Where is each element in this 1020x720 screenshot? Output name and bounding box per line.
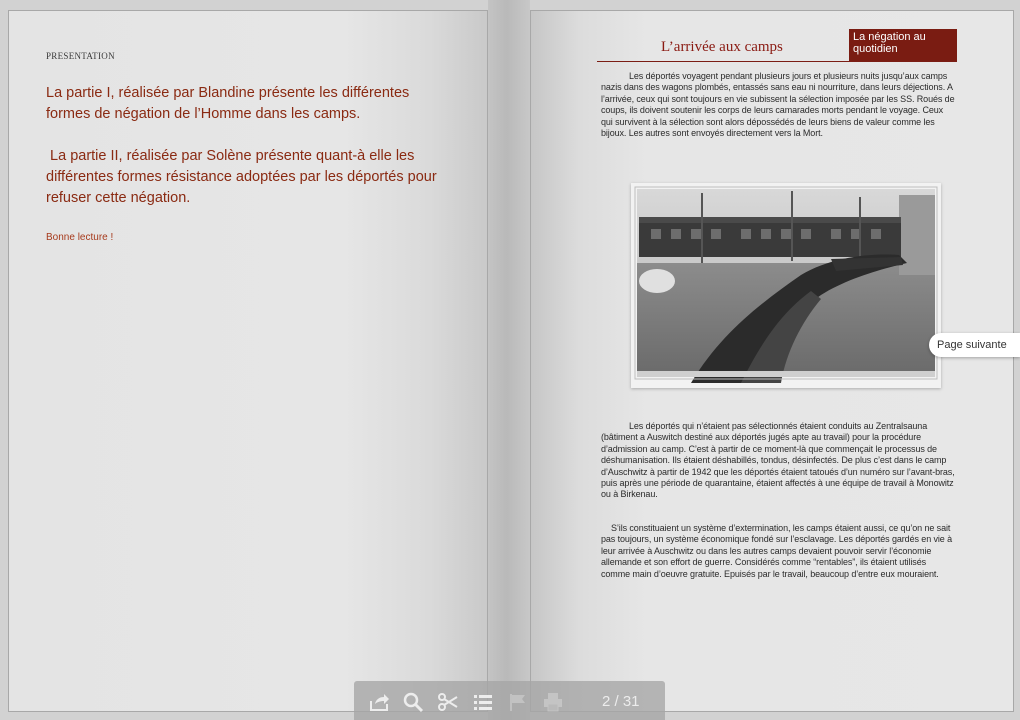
search-icon[interactable] — [402, 691, 424, 713]
next-page-button[interactable]: Page suivante — [929, 333, 1020, 357]
closing-text: Bonne lecture ! — [46, 232, 114, 243]
header-rule — [597, 61, 957, 62]
section-badge: La négation au quotidien — [849, 29, 957, 61]
paragraph-2: Les déportés qui n’étaient pas sélectionnés étaient conduits au Zentralsauna (bâtiment a Auswitch destiné aux déportés jugés apte au travail) pour la procédure d’admission au camp. C’est à partir de ce moment-là que commençait le processus de déshumanisation. Ils étaient déshabillés, tondus, désinfectés. De plus c’est dans le camp d’Auschwitz à partir de 1942 que les déportés étaient tatoués d’un numéro sur l’avant-bras, puis après une période de quarantaine, étaient affectés à une équipe de travail à Monowitz ou à Birkenau. — [601, 421, 955, 500]
reader-toolbar — [354, 681, 665, 720]
left-page — [8, 10, 488, 712]
intro-paragraph-2: La partie II, réalisée par Solène présente quant-à elle les différentes formes résistance adoptées par les déportés pour refuser cette négation. — [46, 148, 441, 206]
cut-icon[interactable] — [437, 691, 459, 713]
chapter-title: L’arrivée aux camps — [661, 39, 783, 55]
deportees-arrival-photo — [631, 183, 941, 388]
flag-icon — [507, 691, 529, 713]
book-spine — [488, 0, 530, 720]
right-page — [530, 10, 1014, 712]
list-icon[interactable] — [472, 691, 494, 713]
paragraph-1: Les déportés voyagent pendant plusieurs jours et plusieurs nuits jusqu’aux camps nazis dans des wagons plombés, entassés sans eau ni nourriture, dans leurs déjections. A l’arrivée, ceux qui sont toujours en vie subissent la sélection imposée par les SS. Roués de coups, ils doivent soutenir les corps de leurs camarades morts pendant le voyage. Ceux qui survivent à la sélection sont alors dépossédés de leurs biens de valeur comme les bijoux. Les autres sont envoyés directement vers la Mort. — [601, 71, 955, 139]
historical-photo — [631, 183, 941, 388]
page-counter: 2 / 31 — [602, 693, 640, 710]
presentation-heading: PRESENTATION — [46, 51, 115, 61]
intro-paragraph-1: La partie I, réalisée par Blandine présente les différentes formes de négation de l’Homme dans les camps. — [46, 85, 410, 122]
print-icon — [542, 691, 564, 713]
share-icon[interactable] — [368, 691, 390, 713]
paragraph-3: S’ils constituaient un système d’extermination, les camps étaient aussi, ce qu’on ne sait pas toujours, un système économique fondé sur l’esclavage. Les déportés gardés en vie à leur arrivée à Auschwitz ou dans les autres camps devaient pouvoir servir l’économie allemande et son effort de guerre. Considérés comme “rentables”, ils étaient utilisés comme main d’oeuvre gratuite. Epuisés par le travail, beaucoup d’entre eux mouraient. — [601, 523, 953, 579]
